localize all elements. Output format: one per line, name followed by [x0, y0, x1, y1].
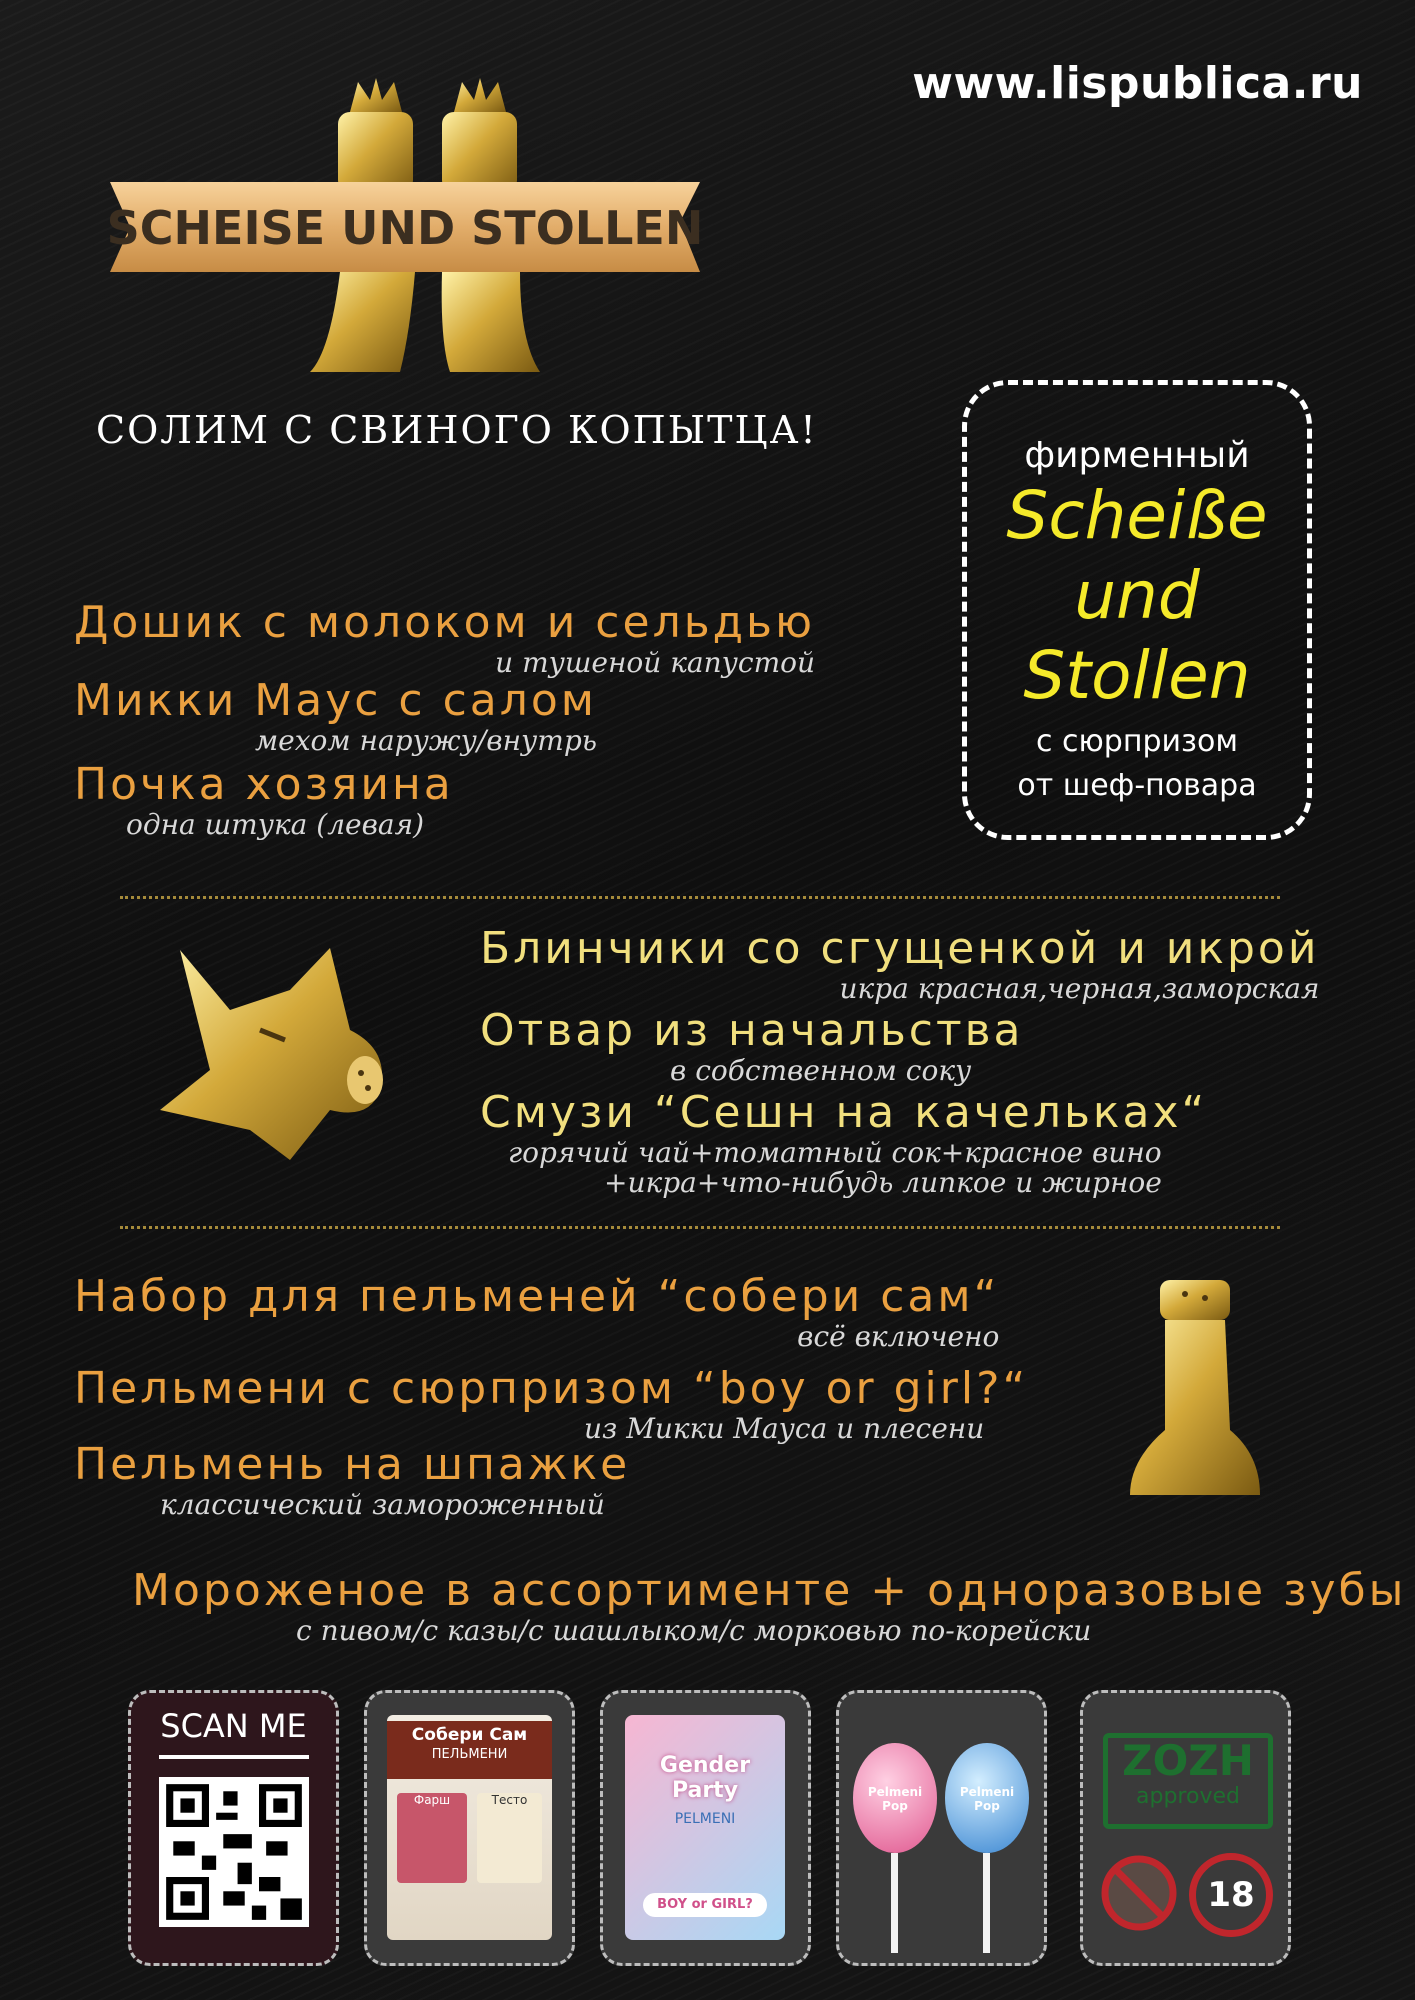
- menu-item-subtitle: в собственном соку: [670, 1054, 972, 1087]
- menu-item-subtitle: горячий чай+томатный сок+красное вино: [508, 1136, 1162, 1169]
- brand-name: SCHEISE UND STOLLEN: [106, 201, 704, 255]
- pack1-tag1: Фарш: [397, 1793, 467, 1883]
- product-pelmeni-pop: [836, 1690, 1047, 1966]
- menu-item-subtitle: из Микки Мауса и плесени: [584, 1412, 985, 1445]
- menu-item-title: Пельмени с сюрпризом “boy or girl?“: [74, 1363, 1029, 1414]
- pig-head-icon: [140, 940, 400, 1180]
- menu-item-subtitle: одна штука (левая): [126, 808, 425, 841]
- menu-item: [74, 676, 597, 756]
- hoof-shaker-icon: [1110, 1280, 1280, 1520]
- badge-line6: от шеф-повара: [1017, 768, 1257, 803]
- menu-item: [480, 924, 1319, 1004]
- menu-item-title: Отвар из начальства: [480, 1005, 1024, 1056]
- product-pack-sobery-sam: [364, 1690, 575, 1966]
- dotted-divider: [120, 896, 1280, 899]
- pack2-subtitle: PELMENI: [674, 1811, 736, 1827]
- zozh-approved-card: [1080, 1690, 1291, 1966]
- menu-item: [480, 1088, 1207, 1198]
- menu-item-title: Блинчики со сгущенкой и икрой: [480, 923, 1320, 974]
- pop-label-1: Pelmeni Pop: [867, 1785, 923, 1813]
- menu-item-title: Набор для пельменей “собери сам“: [74, 1271, 1000, 1322]
- menu-item-title: Дошик с молоком и сельдью: [74, 597, 816, 648]
- pack2-tag: BOY or GIRL?: [643, 1893, 767, 1917]
- menu-item-title: Смузи “Сешн на качельках“: [480, 1087, 1208, 1138]
- menu-item: [480, 1006, 1024, 1086]
- menu-item: [74, 1364, 1028, 1444]
- badge-line1: фирменный: [1024, 435, 1250, 476]
- no-child-icon: [1099, 1853, 1179, 1933]
- menu-item-subtitle: всё включено: [797, 1320, 1000, 1353]
- badge-line2: Scheiße: [1006, 477, 1268, 554]
- pack1-subtitle: ПЕЛЬМЕНИ: [431, 1747, 508, 1762]
- menu-item: [74, 1440, 630, 1520]
- qr-code-icon[interactable]: [159, 1777, 309, 1927]
- menu-item-title: Мороженое в ассортименте + одноразовые зубы: [132, 1565, 1407, 1616]
- menu-item-subtitle: с пивом/с казы/с шашлыком/с морковью по-корейски: [296, 1614, 1092, 1647]
- pack1-tag2: Тесто: [477, 1793, 542, 1883]
- product-pack-gender-party: [600, 1690, 811, 1966]
- badge-line4: Stollen: [1023, 637, 1251, 714]
- menu-item: [74, 598, 815, 678]
- badge-line3: und: [1074, 557, 1200, 634]
- menu-item-subtitle: и тушеной капустой: [495, 646, 816, 679]
- brand-logo: [100, 72, 770, 402]
- pack2-title: Gender Party: [659, 1753, 751, 1803]
- signature-dish-badge: [962, 380, 1312, 840]
- scan-me-card[interactable]: [128, 1690, 339, 1966]
- slogan: СОЛИМ С СВИНОГО КОПЫТЦА!: [96, 408, 818, 452]
- menu-item: [74, 1272, 999, 1352]
- menu-item-subtitle-2: +икра+что-нибудь липкое и жирное: [604, 1166, 1162, 1199]
- pack1-title: Собери Сам: [411, 1725, 528, 1745]
- pop-label-2: Pelmeni Pop: [959, 1785, 1015, 1813]
- approved-word: approved: [1136, 1784, 1240, 1809]
- website-url[interactable]: www.lispublica.ru: [912, 58, 1363, 109]
- menu-item: [132, 1566, 1406, 1646]
- menu-item-subtitle: мехом наружу/внутрь: [254, 724, 598, 757]
- menu-item-subtitle: икра красная,черная,заморская: [839, 972, 1320, 1005]
- badge-line5: с сюрпризом: [1036, 724, 1238, 759]
- menu-item-title: Микки Маус с салом: [74, 675, 598, 726]
- eighteen-plus-icon: 18: [1189, 1853, 1273, 1937]
- dotted-divider: [120, 1226, 1280, 1229]
- menu-item: [74, 760, 454, 840]
- menu-item-subtitle: классический замороженный: [160, 1488, 605, 1521]
- menu-item-title: Пельмень на шпажке: [74, 1439, 631, 1490]
- scan-label: SCAN ME: [160, 1707, 307, 1745]
- menu-item-title: Почка хозяина: [74, 759, 454, 810]
- zozh-word: ZOZH: [1122, 1736, 1254, 1785]
